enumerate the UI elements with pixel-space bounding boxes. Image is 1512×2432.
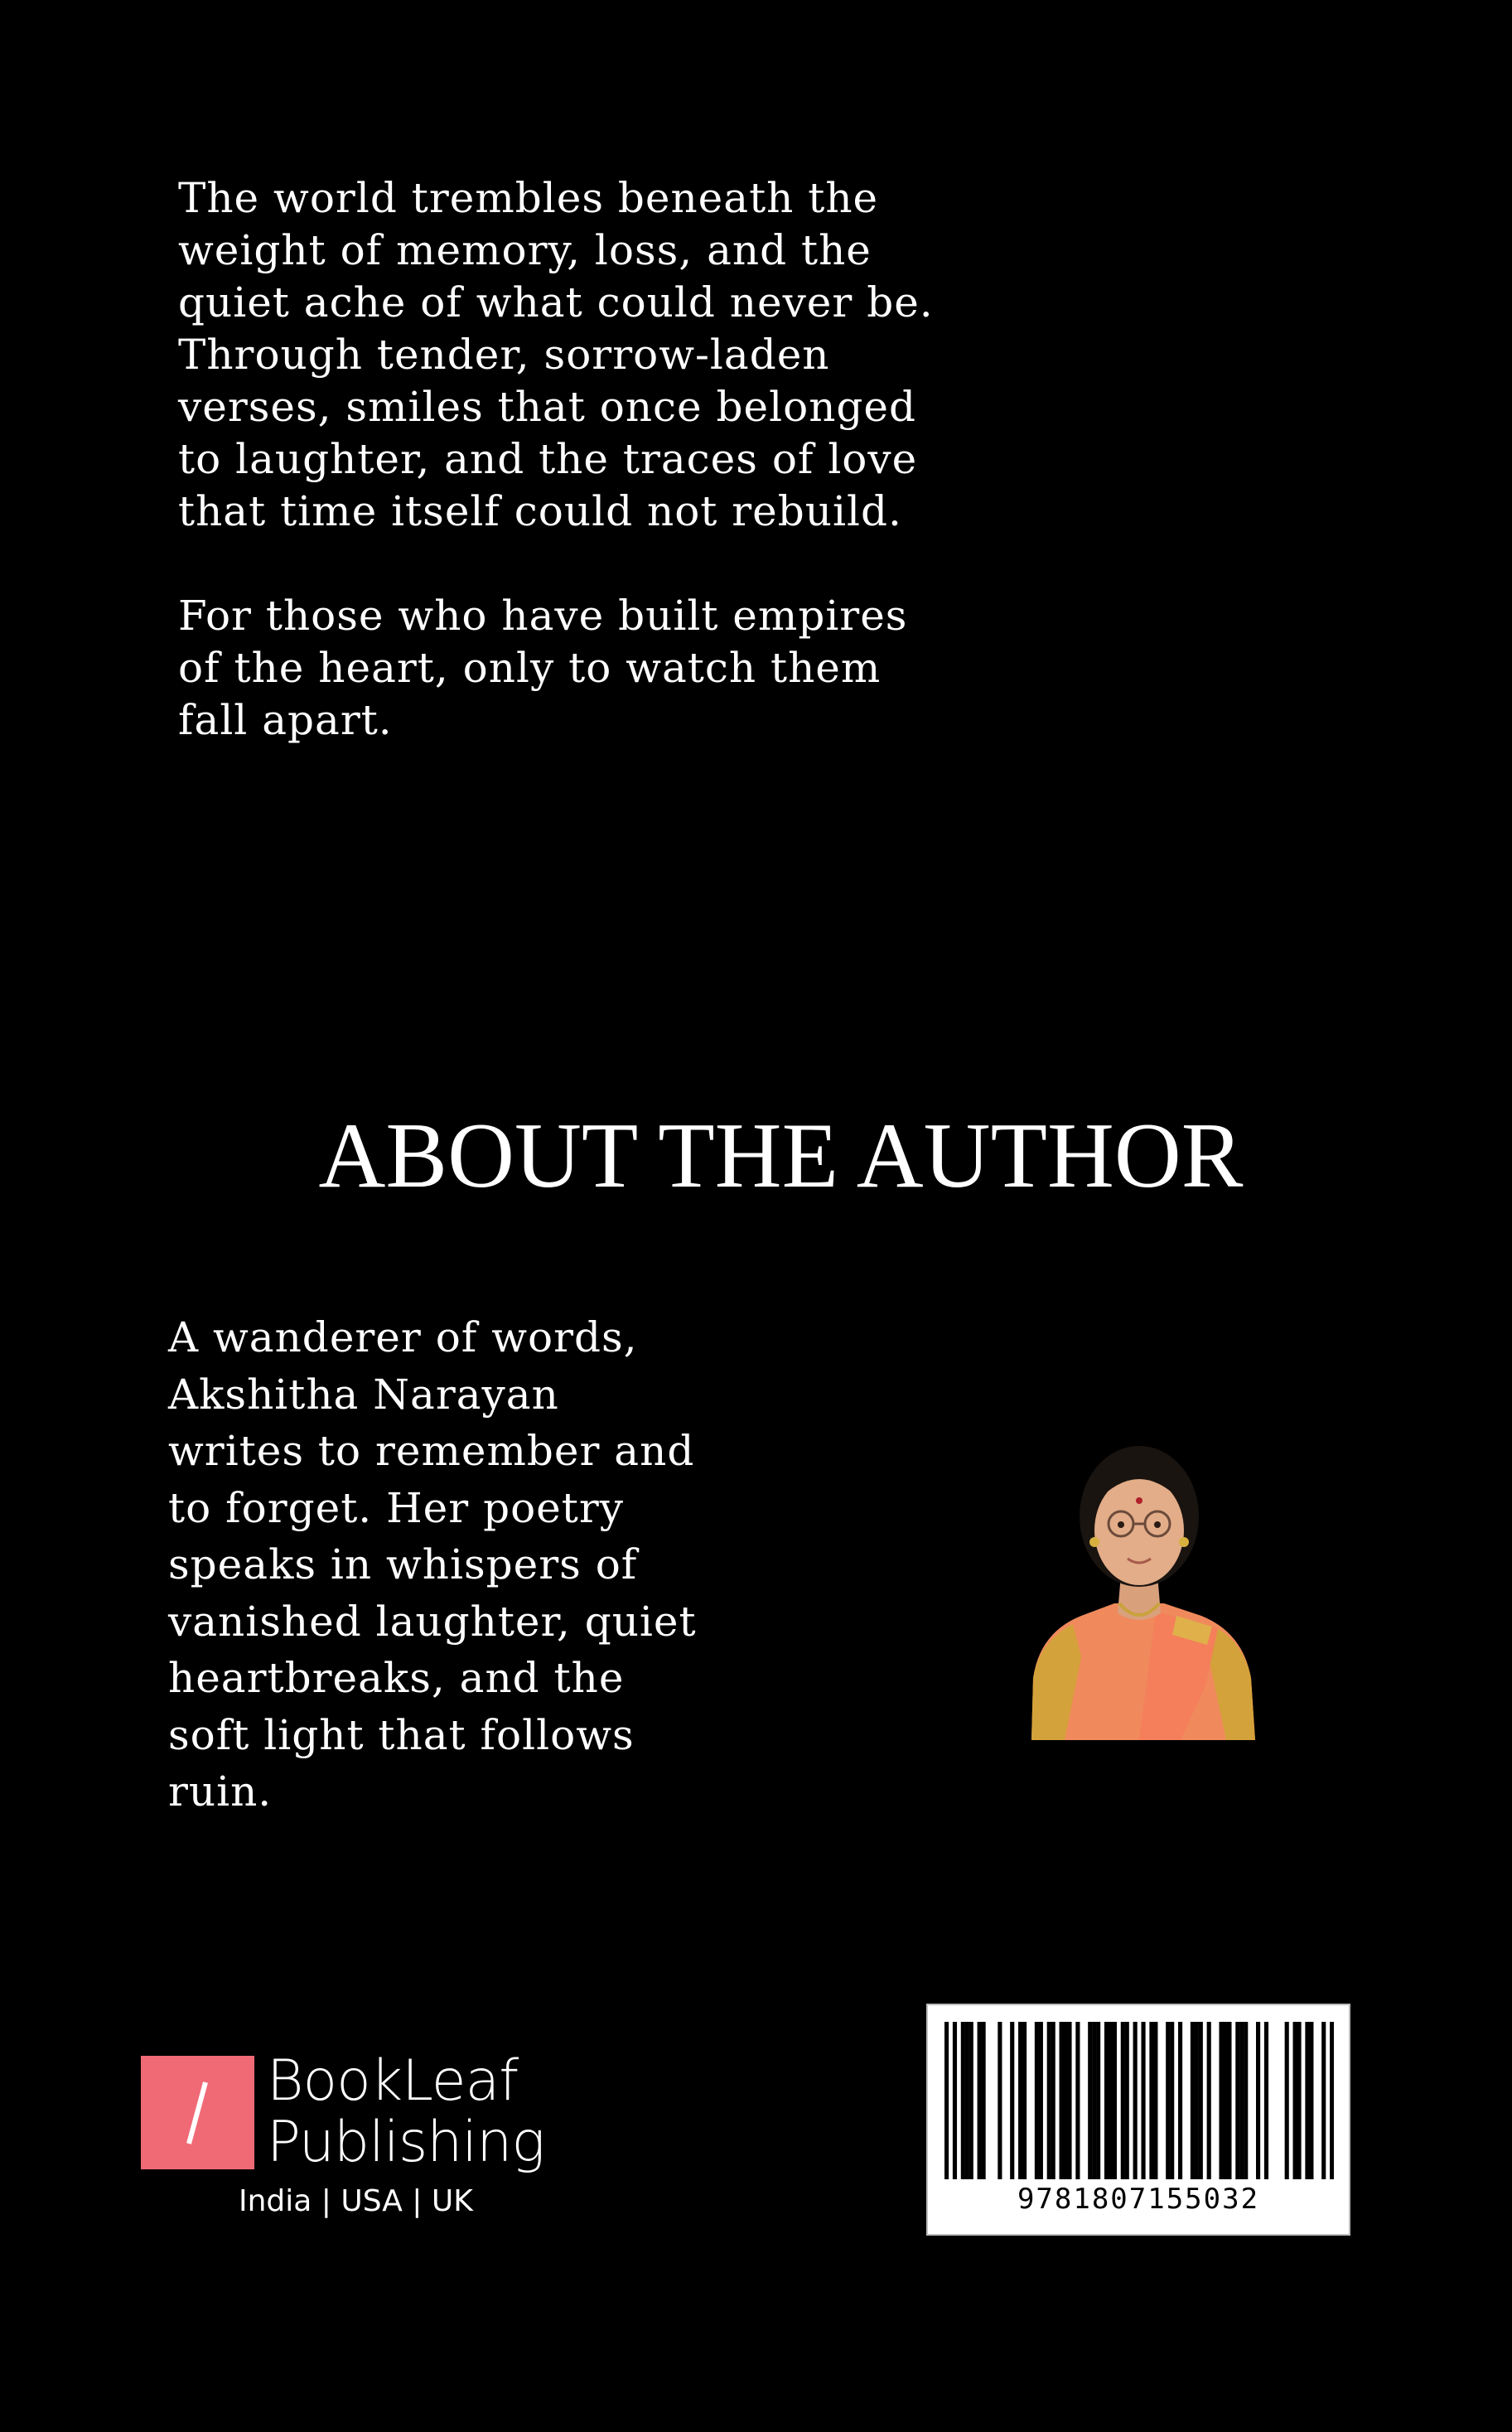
barcode-bar <box>1256 2022 1260 2179</box>
publisher-name <box>267 2048 545 2175</box>
barcode-bar <box>1227 2022 1231 2179</box>
isbn-barcode <box>926 2004 1350 2236</box>
barcode-bar <box>1297 2022 1301 2179</box>
publisher-mark-icon <box>141 2056 254 2169</box>
barcode-bar <box>1199 2022 1203 2179</box>
barcode-icon <box>944 2022 1334 2179</box>
barcode-bar <box>1047 2022 1051 2179</box>
barcode-bar <box>1010 2022 1014 2179</box>
barcode-bar <box>1153 2022 1157 2179</box>
barcode-bar <box>1109 2022 1113 2179</box>
publisher-name-line: BookLeaf <box>267 2048 519 2114</box>
barcode-bar <box>969 2022 973 2179</box>
barcode-bar <box>1141 2022 1145 2179</box>
barcode-bar <box>978 2022 982 2179</box>
barcode-bar <box>1170 2022 1174 2179</box>
barcode-bar <box>1309 2022 1313 2179</box>
barcode-bar <box>1063 2022 1067 2179</box>
isbn-number: 9781807155032 <box>1017 2183 1260 2216</box>
author-photo <box>1015 1438 1263 1740</box>
barcode-bar <box>1104 2022 1109 2179</box>
barcode-bar <box>965 2022 969 2179</box>
barcode-bar <box>1207 2022 1211 2179</box>
barcode-bar <box>1018 2022 1022 2179</box>
barcode-bar <box>1149 2022 1153 2179</box>
barcode-bar <box>1219 2022 1223 2179</box>
barcode-bar <box>1096 2022 1100 2179</box>
barcode-bar <box>1264 2022 1268 2179</box>
barcode-bar <box>1239 2022 1244 2179</box>
barcode-bar <box>1191 2022 1195 2179</box>
barcode-bar <box>1051 2022 1056 2179</box>
barcode-bar <box>961 2022 965 2179</box>
barcode-bar <box>1125 2022 1129 2179</box>
barcode-bar <box>1223 2022 1227 2179</box>
barcode-bar <box>1305 2022 1309 2179</box>
barcode-bar <box>1092 2022 1096 2179</box>
barcode-bar <box>1022 2022 1027 2179</box>
barcode-bar <box>1330 2022 1334 2179</box>
barcode-bar <box>1133 2022 1138 2179</box>
barcode-bar <box>1195 2022 1199 2179</box>
blurb <box>178 172 1214 747</box>
about-author-heading: ABOUT THE AUTHOR <box>318 1105 1244 1207</box>
barcode-bar <box>1285 2022 1289 2179</box>
barcode-bar <box>944 2022 949 2179</box>
barcode-bar <box>953 2022 957 2179</box>
barcode-bar <box>1178 2022 1182 2179</box>
barcode-bar <box>1035 2022 1039 2179</box>
barcode-bar <box>1039 2022 1043 2179</box>
author-bio: A wanderer of words, Akshitha Narayan writes to remember and to forget. Her poetry speaks in whispers of vanished laughter, quiet heartbreaks, and the soft light that follows ruin. <box>168 1313 697 1816</box>
barcode-bar <box>1166 2022 1170 2179</box>
publisher-logo <box>141 2048 572 2233</box>
blurb-paragraph: For those who have built empires of the heart, only to watch them fall apart. <box>178 592 908 744</box>
publisher-regions: India | USA | UK <box>239 2184 473 2218</box>
barcode-bar <box>1293 2022 1297 2179</box>
barcode-bar <box>1321 2022 1326 2179</box>
blurb-paragraph: The world trembles beneath the weight of memory, loss, and the quiet ache of what could never be. Through tender, sorrow-laden verses, smiles that once belonged to laughter, and the traces of love that time itself could not rebuild. <box>178 174 934 535</box>
barcode-bar <box>1121 2022 1125 2179</box>
barcode-bar <box>1244 2022 1248 2179</box>
publisher-name-line: Publishing <box>267 2110 545 2175</box>
barcode-bar <box>1075 2022 1080 2179</box>
barcode-bar <box>1067 2022 1071 2179</box>
barcode-bar <box>1088 2022 1092 2179</box>
barcode-bar <box>1113 2022 1117 2179</box>
barcode-bar <box>982 2022 986 2179</box>
barcode-bar <box>1060 2022 1064 2179</box>
barcode-bar <box>1235 2022 1239 2179</box>
barcode-bar <box>998 2022 1002 2179</box>
